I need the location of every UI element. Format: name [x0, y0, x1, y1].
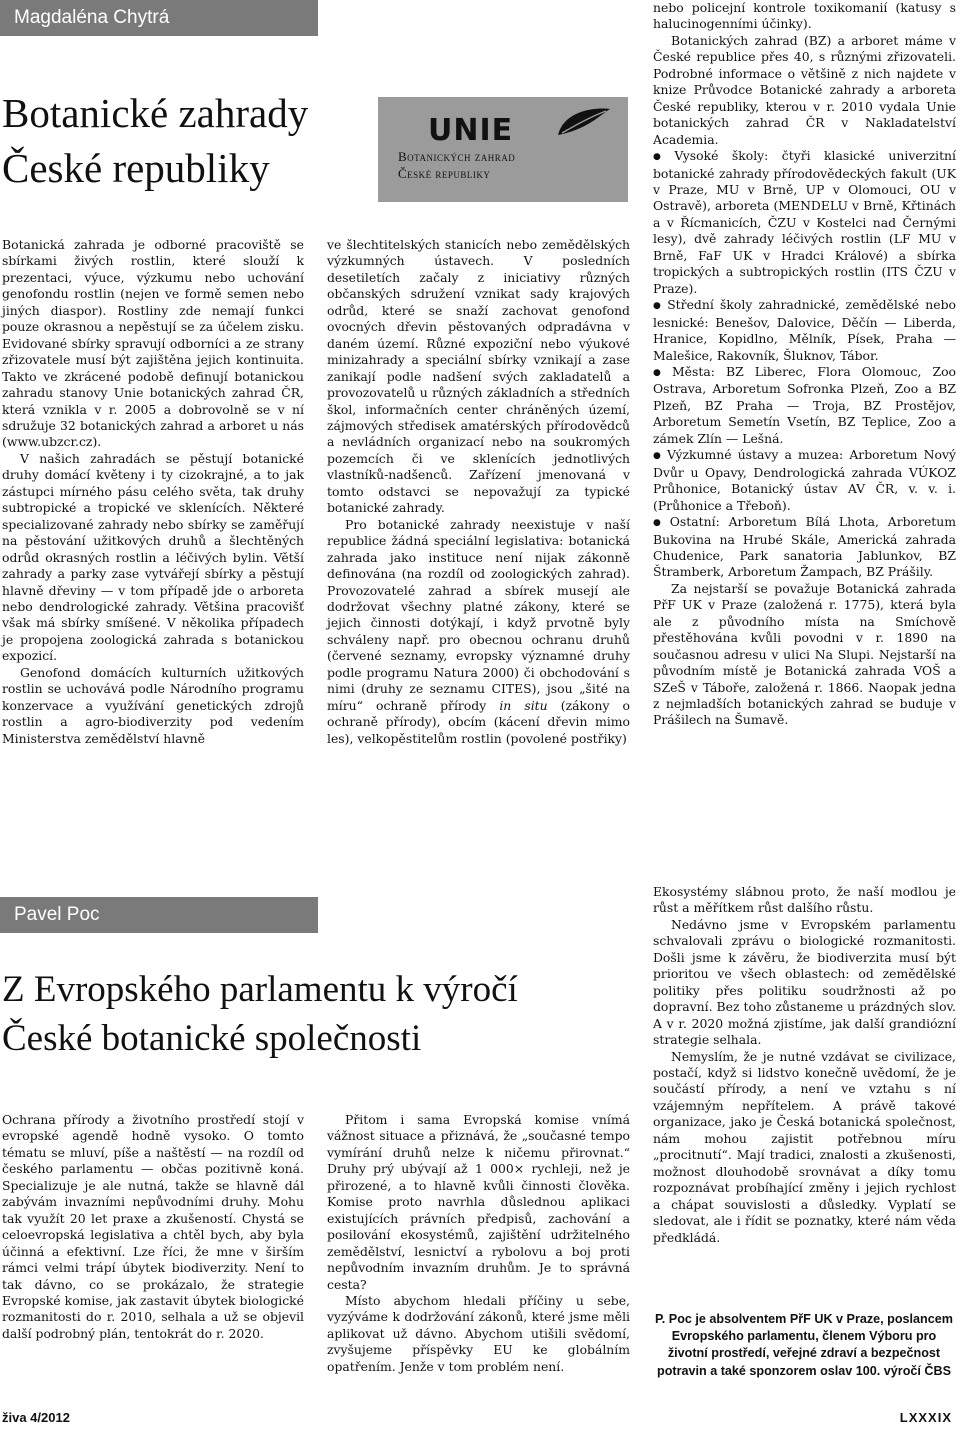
- article2-column-3: [653, 884, 956, 1246]
- author-name: Pavel Poc: [14, 904, 100, 925]
- paragraph: Pro botanické zahrady neexistuje v naší republice žádná speciální legislativa: botanická zahrada jako instituce není nijak zákonně definována (na rozdíl od zoologických zahrad). Provozovatelé zahrad a sbírek musejí ale dodržovat všechny platné zákony, které se jejich činnosti dotýkají, i když prvotně byly schváleny např. pro obecnou ochranu druhů (červené seznamy, evropsky významné druhy podle programu Natura 2000) či obchodování s nimi (druhy ze seznamu CITES), jsou „šité na míru“ ochraně přírody in situ (zákony o ochraně přírody), obcím (kácení dřevin mimo les), velkopěstitelům rostlin (povolené postřiky): [327, 516, 630, 746]
- paragraph: Ochrana přírody a životního prostředí stojí v evropské agendě hodně vysoko. O tomto tématu se mluví, píše a naštěstí — na rozdíl od českého parlamentu — občas pozitivně koná. Specializuje je ale nutná, takže se hlavně dál zabývám invazními nepůvodními druhy. Mohu tak využít 20 let praxe a zkušeností. Chystá se celoevropská legislativa a chtěl bych, aby byla účinná a efektivní. Lze říci, že mne v širším rámci velmi trápí úbytek biodiverzity. Není to tak dávno, co se prokázalo, že strategie Evropské komise, jak zastavit úbytek biologické rozmanitosti do r. 2010, selhala a už se objevil další podrobný plán, tentokrát do r. 2020.: [2, 1112, 304, 1341]
- page-number: LXXXIX: [899, 1410, 952, 1425]
- unie-logo: [378, 97, 628, 202]
- article2-column-2: [327, 1112, 630, 1375]
- paragraph: Místo abychom hledali příčiny u sebe, vyzýváme k dodržování zákonů, které jsme měli aplikovat už dávno. Abychom utišili svědomí, zvyšujeme příspěvky EU ke globálním opatřením. Jenže v tom problém není.: [327, 1292, 630, 1374]
- paragraph: Nedávno jsme v Evropském parlamentu schvalovali zprávu o biologické rozmanitosti. Došli jsme k závěru, že biodiverzita musí být prioritou ve všech oblastech: od zemědělské politiky přes politiku soudržnosti až po dopravní. Bez toho zůstaneme u prázdných slov. A v r. 2020 možná zjistíme, jak další grandiózní strategie selhala.: [653, 916, 956, 1048]
- list-item: ● Města: BZ Liberec, Flora Olomouc, Zoo Ostrava, Arboretum Sofronka Plzeň, Zoo a BZ Plzeň, BZ Praha — Troja, BZ Prostějov, Arboretum Semetín Vsetín, BZ Teplice, Zoo a zámek Zlín — Lešná.: [653, 364, 956, 447]
- list-item: ● Ostatní: Arboretum Bílá Lhota, Arboretum Bukovina na Hrubé Skále, Americká zahrada Chudenice, Park sanatoria Jablunkov, BZ Štramberk, Arboretum Žampach, BZ Prášily.: [653, 514, 956, 581]
- paragraph: Nemyslím, že je nutné vzdávat se civilizace, postačí, když si lidstvo konečně uvědomí, že je součástí přírody, a není ve vztahu s ní vzájemným nepřítelem. A právě takové organizace, jako je Česká botanická společnost, nám mohou zajistit potřebnou míru „procitnutí“. Mají tradici, znalosti a zkušenosti, možnost dlouhodobě srovnávat a díky tomu rozpoznávat probíhající změny i jejich rychlost a chápat souvislosti a důsledky. Vyplatí se sledovat, ale i řídit se poznatky, které nám věda předkládá.: [653, 1048, 956, 1245]
- list-item: ● Výzkumné ústavy a muzea: Arboretum Nový Dvůr u Opavy, Dendrologická zahrada VÚKOZ Průhonice, Botanický ústav AV ČR, v. v. i. (Průhonice a Třeboň).: [653, 447, 956, 514]
- article-title: Z Evropského parlamentu k výročí České botanické společnosti: [2, 969, 518, 1059]
- paragraph: Ekosystémy slábnou proto, že naší modlou je růst a měřítkem růst dalšího růstu.: [653, 884, 956, 916]
- paragraph: Genofond domácích kulturních užitkových rostlin se uchovává podle Národního programu konzervace a využívání genetických zdrojů rostlin a agro-biodiverzity pod vedením Ministerstva zemědělství hlavně: [2, 664, 304, 746]
- article1-column-3: [653, 0, 956, 729]
- paragraph: Přitom i sama Evropská komise vnímá vážnost situace a přiznává, že „současné tempo vymírání druhů nelze k ničemu přirovnat.“ Druhy prý ubývají až 1 000× rychleji, než je přirozené, a to hlavně kvůli činnosti člověka. Komise proto navrhla důslednou aplikaci existujících právních předpisů, zachování a posilování ekosystémů, zajištění udržitelného zemědělství, lesnictví a rybolovu a boj proti nepůvodním invazním druhům. Je to správná cesta?: [327, 1112, 630, 1292]
- paragraph: Botanická zahrada je odborné pracoviště se sbírkami živých rostlin, které slouží k prezentaci, výuce, výzkumu nebo uchování genofondu rostlin (nejen ve formě semen nebo jiných diaspor). Rostliny zde nemají funkci pouze okrasnou a nepěstují se za účelem zisku. Evidované sbírky spravují odborníci a ze strany zřizovatele musí být zajištěna jejich kontinuita. Takto ve zkrácené podobě definují botanickou zahradu stanovy Unie botanických zahrad ČR, která vznikla v r. 2005 a dobrovolně se v ní sdružuje 32 botanických zahrad a arboret u nás (www.ubzcr.cz).: [2, 237, 304, 450]
- paragraph: Za nejstarší se považuje Botanická zahrada PřF UK v Praze (založená r. 1775), která byla ale z původního místa na Smíchově přestěhována kvůli povodni v r. 1890 na současnou adresu v ulici Na Slupi. Nejstarší na původním místě je Botanická zahrada VOŠ a SZeŠ v Táboře, založená r. 1866. Naopak jedna z nejmladších botanických zahrad se buduje v Prášilech na Šumavě.: [653, 580, 956, 728]
- paragraph: nebo policejní kontrole toxikomanií (katusy s halucinogenními účinky).: [653, 0, 956, 32]
- article2-column-1: [2, 1112, 304, 1342]
- author-bar-chytra: [0, 0, 318, 36]
- footer-issue: živa 4/2012: [2, 1410, 70, 1425]
- article1-column-2: [327, 237, 630, 747]
- paragraph: V našich zahradách se pěstují botanické druhy domácí květeny i ty cizokrajné, a to jak zástupci mírného pásu celého světa, tak druhy subtropické a tropické ve sklenících. Některé specializované zahrady nebo sbírky se zaměřují na pěstování užitkových druhů a šlechtěných odrůd okrasných rostlin a léčivých bylin. Větší zahrady a parky zase vytvářejí sbírky a pěstují hlavně dřeviny — v tom případě jde o arboreta nebo dendrologické zahrady. Většina pracovišť však má sbírky smíšené. V několika případech je propojena zoologická zahrada s botanickou expozicí.: [2, 450, 304, 664]
- leaf-icon: [554, 105, 614, 139]
- logo-line: České republiky: [398, 166, 491, 181]
- paragraph: Botanických zahrad (BZ) a arboret máme v České republice přes 40, s různými zřizovateli. Podrobné informace o většině z nich najdete v knize Průvodce Botanické zahrady a arboreta České republiky, kterou v r. 2010 vydala Unie botanických zahrad ČR v Nakladatelství Academia.: [653, 32, 956, 147]
- list-item: ● Vysoké školy: čtyři klasické univerzitní botanické zahrady přírodovědeckých fakult (UK v Praze, MU v Brně, UP v Olomouci, OU v Ostravě), arboreta (MENDELU v Brně, Křtinách a v Řícmanicích, ČZU v Kostelci nad Černými lesy), dvě zahrady léčivých rostlin (LF MU v Brně, FaF UK v Hradci Králové) a sbírka tropických a subtropických rostlin (ITS ČZU v Praze).: [653, 148, 956, 297]
- list-item: ● Střední školy zahradnické, zemědělské nebo lesnické: Benešov, Dalovice, Děčín — Liberda, Hranice, Kopidlno, Mělník, Písek, Praha — Malešice, Rakovník, Šluknov, Tábor.: [653, 297, 956, 364]
- author-name: Magdaléna Chytrá: [14, 7, 170, 28]
- logo-title: UNIE: [428, 113, 514, 148]
- article-title: Botanické zahrady České republiky: [2, 90, 309, 191]
- paragraph: ve šlechtitelských stanicích nebo zemědělských výzkumných ústavech. V posledních desetiletích začaly z iniciativy různých občanských sdružení vznikat sady krajových odrůd, které se snaží zachovat genofond ovocných dřevin pěstovaných odpradávna v daném území. Různé expoziční nebo výukové minizahrady a speciální sbírky vznikají a zase zanikají podle nadšení svých zakladatelů a provozovatelů u různých základních a středních škol, informačních center chráněných území, zájmových středisek amatérských přírodovědců a nevládních organizací nebo na soukromých pozemcích či ve sklenících jednotlivých vlastníků-nadšenců. Zařízení jmenovaná v tomto odstavci se nepovažují za typické botanické zahrady.: [327, 237, 630, 516]
- author-bio: P. Poc je absolventem PřF UK v Praze, poslancem Evropského parlamentu, členem Výboru pro životní prostředí, veřejné zdraví a bezpečnost potravin a také sponzorem oslav 100. výročí ČBS: [655, 1312, 953, 1378]
- author-bar-poc: [0, 897, 318, 933]
- article1-column-1: [2, 237, 304, 747]
- logo-line: Botanických zahrad: [398, 149, 516, 164]
